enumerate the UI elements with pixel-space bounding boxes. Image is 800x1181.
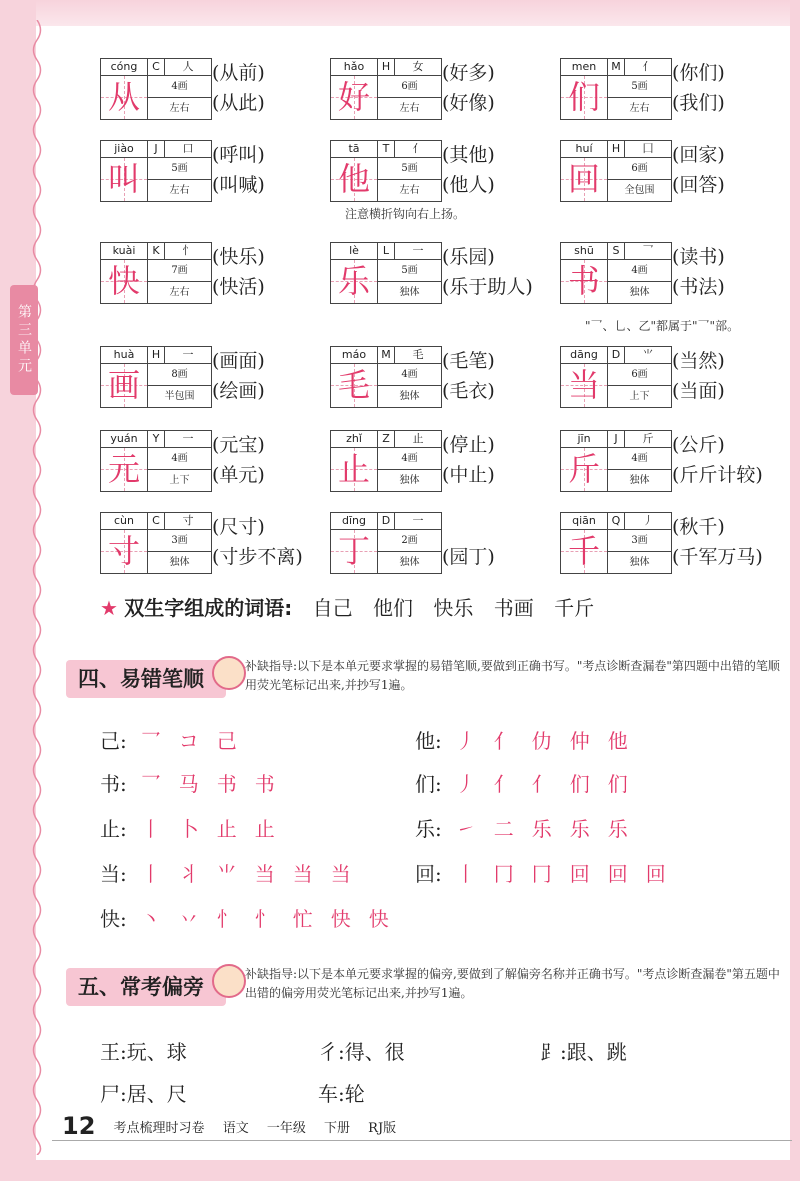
char-strokes: 5画 — [608, 76, 671, 98]
char-word: (叫喊) — [212, 174, 265, 196]
char-entry — [100, 512, 325, 592]
char-pinyin: kuài — [101, 243, 148, 260]
char-entry — [100, 430, 325, 510]
stroke-order-row — [415, 813, 646, 842]
summary-word: 他们 — [373, 596, 414, 620]
char-letter: S — [608, 243, 625, 260]
char-glyph: 们 — [561, 76, 608, 119]
char-word: (中止) — [442, 464, 495, 486]
char-word: (乐园) — [442, 246, 495, 268]
char-grid — [100, 512, 212, 574]
char-word: (乐于助人) — [442, 276, 533, 298]
char-word: (呼叫) — [212, 144, 265, 166]
section-5-hint: 补缺指导:以下是本单元要求掌握的偏旁,要做到了解偏旁名称并正确书写。"考点诊断查漏卷"第五题中出错的偏旁用荧光笔标记出来,并抄写1遍。 — [245, 967, 780, 1000]
char-word: (回答) — [672, 174, 725, 196]
char-word: (寸步不离) — [212, 546, 303, 568]
char-pinyin: jīn — [561, 431, 608, 448]
stroke-step: 乛 — [140, 729, 161, 753]
char-letter: M — [378, 347, 395, 364]
radical-item: 车:轮 — [318, 1082, 365, 1106]
char-letter: Z — [378, 431, 395, 448]
char-word: (秋千) — [672, 516, 725, 538]
student-avatar-icon — [212, 656, 246, 690]
char-strokes: 3画 — [608, 530, 671, 552]
char-strokes: 4画 — [148, 448, 211, 470]
char-grid — [100, 430, 212, 492]
char-strokes: 4画 — [608, 260, 671, 282]
char-entry — [330, 430, 555, 510]
stroke-step: 当 — [330, 862, 351, 886]
char-structure: 独体 — [399, 475, 420, 486]
char-entry — [560, 346, 785, 426]
stroke-step: 丬 — [178, 862, 199, 886]
char-entry — [100, 242, 325, 322]
char-strokes: 6画 — [378, 76, 441, 98]
summary-word: 书画 — [493, 596, 534, 620]
char-strokes: 4画 — [608, 448, 671, 470]
char-word: (当然) — [672, 350, 725, 372]
stroke-sequence — [141, 817, 293, 841]
char-letter: M — [608, 59, 625, 76]
char-glyph: 好 — [331, 76, 378, 119]
char-word: (回家) — [672, 144, 725, 166]
char-glyph: 寸 — [101, 530, 148, 573]
stroke-step: 书 — [216, 772, 237, 796]
char-word: (好多) — [442, 62, 495, 84]
radical-item: 彳:得、很 — [318, 1040, 405, 1064]
char-radical: 一 — [395, 513, 441, 530]
char-entry — [100, 346, 325, 426]
char-strokes: 6画 — [608, 158, 671, 180]
char-structure: 独体 — [169, 557, 190, 568]
char-structure: 独体 — [629, 287, 650, 298]
char-glyph: 当 — [561, 364, 608, 407]
char-letter: T — [378, 141, 395, 158]
char-pinyin: yuán — [101, 431, 148, 448]
char-grid — [560, 58, 672, 120]
stroke-order-row — [100, 858, 369, 887]
char-entry — [330, 512, 555, 592]
char-structure: 左右 — [399, 185, 420, 196]
stroke-order-row — [100, 903, 407, 932]
radical-item: 尸:居、尺 — [100, 1082, 187, 1106]
char-radical: 囗 — [625, 141, 671, 158]
char-strokes: 5画 — [378, 260, 441, 282]
stroke-step: 冂 — [493, 862, 514, 886]
char-grid — [330, 140, 442, 202]
book-title: 考点梳理时习卷 — [113, 1120, 205, 1136]
summary-label: 双生字组成的词语: — [124, 596, 293, 620]
char-grid — [330, 346, 442, 408]
char-radical: 亻 — [395, 141, 441, 158]
char-radical: 斤 — [625, 431, 671, 448]
char-word: (你们) — [672, 62, 725, 84]
char-glyph: 画 — [101, 364, 148, 407]
stroke-step: 忄 — [216, 907, 237, 931]
stroke-order-row — [415, 725, 646, 754]
char-word: (从此) — [212, 92, 265, 114]
stroke-step: 当 — [292, 862, 313, 886]
char-pinyin: lè — [331, 243, 378, 260]
stroke-step: 他 — [607, 729, 628, 753]
char-entry — [330, 58, 555, 138]
char-structure: 上下 — [169, 475, 190, 486]
char-letter: L — [378, 243, 395, 260]
char-entry — [330, 242, 555, 322]
stroke-step: ⺌ — [216, 862, 237, 886]
stroke-step: 卜 — [178, 817, 199, 841]
stroke-order-row — [100, 813, 293, 842]
char-word: (我们) — [672, 92, 725, 114]
stroke-step: 们 — [569, 772, 590, 796]
char-letter: H — [608, 141, 625, 158]
stroke-order-char: 他: — [415, 729, 442, 753]
char-entry — [560, 430, 785, 510]
char-word: (快活) — [212, 276, 265, 298]
char-entry — [560, 58, 785, 138]
stroke-step: 乛 — [140, 772, 161, 796]
stroke-step: 回 — [607, 862, 628, 886]
stroke-order-char: 止: — [100, 817, 127, 841]
char-letter: Q — [608, 513, 625, 530]
char-letter: K — [148, 243, 165, 260]
char-pinyin: zhǐ — [331, 431, 378, 448]
char-radical: 女 — [395, 59, 441, 76]
stroke-sequence — [141, 862, 369, 886]
char-strokes: 2画 — [378, 530, 441, 552]
unit-side-tab: 第三单元 — [10, 285, 38, 395]
char-structure: 左右 — [169, 103, 190, 114]
stroke-order-char: 乐: — [415, 817, 442, 841]
stroke-step: 亻 — [531, 772, 552, 796]
char-strokes: 5画 — [148, 158, 211, 180]
char-strokes: 4画 — [378, 364, 441, 386]
char-grid — [560, 346, 672, 408]
shu-radical-note: "乛、乚、乙"都属于"乛"部。 — [585, 319, 740, 333]
char-structure: 独体 — [399, 391, 420, 402]
page-frame-top — [0, 0, 800, 26]
char-radical: 一 — [165, 431, 211, 448]
char-letter: J — [608, 431, 625, 448]
section-5-title: 五、常考偏旁 — [66, 968, 226, 1006]
char-word: (好像) — [442, 92, 495, 114]
radical-item: ⻊:跟、跳 — [540, 1040, 627, 1064]
page-number: 12 — [62, 1112, 96, 1140]
char-letter: C — [148, 59, 165, 76]
char-structure: 独体 — [399, 287, 420, 298]
stroke-sequence — [141, 729, 255, 753]
char-word: (他人) — [442, 174, 495, 196]
stroke-step: 回 — [569, 862, 590, 886]
stroke-order-char: 们: — [415, 772, 442, 796]
subject: 语文 — [222, 1120, 249, 1136]
char-entry — [330, 346, 555, 426]
stroke-step: 丨 — [140, 862, 161, 886]
stroke-order-row — [100, 725, 255, 754]
stroke-step: 丷 — [178, 907, 199, 931]
char-word: (毛衣) — [442, 380, 495, 402]
stroke-step: 快 — [330, 907, 351, 931]
char-letter: D — [608, 347, 625, 364]
char-radical: 乛 — [625, 243, 671, 260]
char-glyph: 丁 — [331, 530, 378, 573]
stroke-order-char: 己: — [100, 729, 127, 753]
stroke-step: 乐 — [607, 817, 628, 841]
char-pinyin: huà — [101, 347, 148, 364]
wave-border-icon — [30, 20, 44, 1155]
footer-divider — [52, 1140, 792, 1141]
char-pinyin: dīng — [331, 513, 378, 530]
stroke-sequence — [456, 772, 646, 796]
char-strokes: 4画 — [378, 448, 441, 470]
stroke-order-char: 当: — [100, 862, 127, 886]
char-glyph: 毛 — [331, 364, 378, 407]
char-glyph: 快 — [101, 260, 148, 303]
stroke-step: 亻 — [493, 729, 514, 753]
stroke-step: 当 — [254, 862, 275, 886]
char-letter: H — [378, 59, 395, 76]
stroke-step: 丨 — [140, 817, 161, 841]
char-word: (斤斤计较) — [672, 464, 763, 486]
char-word: (当面) — [672, 380, 725, 402]
stroke-step: 丶 — [140, 907, 161, 931]
char-radical: 丿 — [625, 513, 671, 530]
char-strokes: 7画 — [148, 260, 211, 282]
char-strokes: 8画 — [148, 364, 211, 386]
ta-stroke-note: 注意横折钩向右上扬。 — [345, 207, 466, 221]
char-word: (停止) — [442, 434, 495, 456]
summary-word: 自己 — [312, 596, 353, 620]
char-structure: 独体 — [629, 475, 650, 486]
char-glyph: 叫 — [101, 158, 148, 201]
char-word: (公斤) — [672, 434, 725, 456]
page-frame-right — [790, 0, 800, 1181]
char-grid — [560, 140, 672, 202]
char-grid — [330, 242, 442, 304]
stroke-order-row — [415, 768, 646, 797]
char-glyph: 回 — [561, 158, 608, 201]
stroke-step: 乐 — [569, 817, 590, 841]
char-grid — [100, 58, 212, 120]
stroke-step: 丿 — [455, 772, 476, 796]
char-word: (绘画) — [212, 380, 265, 402]
char-word: (快乐) — [212, 246, 265, 268]
char-letter: C — [148, 513, 165, 530]
page-footer — [62, 1112, 410, 1140]
char-pinyin: máo — [331, 347, 378, 364]
char-entry — [560, 242, 785, 322]
char-entry — [560, 512, 785, 592]
char-strokes: 4画 — [148, 76, 211, 98]
stroke-step: ㇀ — [455, 817, 476, 841]
stroke-step: 丿 — [455, 729, 476, 753]
char-pinyin: huí — [561, 141, 608, 158]
char-letter: H — [148, 347, 165, 364]
stroke-order-char: 书: — [100, 772, 127, 796]
stroke-step: 书 — [254, 772, 275, 796]
stroke-step: コ — [178, 729, 199, 753]
stroke-step: 们 — [607, 772, 628, 796]
char-glyph: 元 — [101, 448, 148, 491]
stroke-step: 冂 — [531, 862, 552, 886]
radical-item: 王:玩、球 — [100, 1040, 187, 1064]
char-glyph: 千 — [561, 530, 608, 573]
char-entry — [560, 140, 785, 220]
char-pinyin: cóng — [101, 59, 148, 76]
char-pinyin: qiān — [561, 513, 608, 530]
char-grid — [330, 58, 442, 120]
char-radical: 寸 — [165, 513, 211, 530]
char-grid — [100, 242, 212, 304]
char-radical: ⺌ — [625, 347, 671, 364]
char-pinyin: jiào — [101, 141, 148, 158]
char-word: (园丁) — [442, 546, 495, 568]
section-4-title: 四、易错笔顺 — [66, 660, 226, 698]
char-radical: 口 — [165, 141, 211, 158]
stroke-order-row — [100, 768, 293, 797]
char-pinyin: shū — [561, 243, 608, 260]
char-glyph: 乐 — [331, 260, 378, 303]
edition: RJ版 — [368, 1120, 397, 1136]
stroke-sequence — [141, 907, 407, 931]
char-strokes: 5画 — [378, 158, 441, 180]
char-glyph: 止 — [331, 448, 378, 491]
char-grid — [100, 346, 212, 408]
char-word: (其他) — [442, 144, 495, 166]
stroke-sequence — [456, 862, 684, 886]
stroke-step: 回 — [645, 862, 666, 886]
char-word: (千军万马) — [672, 546, 763, 568]
char-pinyin: men — [561, 59, 608, 76]
summary-word: 快乐 — [433, 596, 474, 620]
char-word: (尺寸) — [212, 516, 265, 538]
char-structure: 左右 — [399, 103, 420, 114]
char-radical: 人 — [165, 59, 211, 76]
stroke-step: 快 — [368, 907, 389, 931]
stroke-order-char: 回: — [415, 862, 442, 886]
char-structure: 左右 — [169, 185, 190, 196]
char-pinyin: hǎo — [331, 59, 378, 76]
stroke-step: 亻 — [493, 772, 514, 796]
stroke-sequence — [456, 729, 646, 753]
stroke-order-char: 快: — [100, 907, 127, 931]
char-glyph: 斤 — [561, 448, 608, 491]
stroke-step: 止 — [254, 817, 275, 841]
char-glyph: 从 — [101, 76, 148, 119]
stroke-step: 仲 — [569, 729, 590, 753]
char-grid — [560, 512, 672, 574]
char-grid — [560, 242, 672, 304]
char-pinyin: cùn — [101, 513, 148, 530]
char-structure: 独体 — [629, 557, 650, 568]
stroke-sequence — [456, 817, 646, 841]
char-word: (毛笔) — [442, 350, 495, 372]
char-structure: 上下 — [629, 391, 650, 402]
page-frame-bottom — [0, 1160, 800, 1181]
char-radical: 一 — [395, 243, 441, 260]
char-letter: Y — [148, 431, 165, 448]
stroke-step: 仂 — [531, 729, 552, 753]
char-structure: 左右 — [169, 287, 190, 298]
char-word: (元宝) — [212, 434, 265, 456]
stroke-step: 二 — [493, 817, 514, 841]
char-structure: 独体 — [399, 557, 420, 568]
stroke-step: 己 — [216, 729, 237, 753]
char-entry — [100, 140, 325, 220]
stroke-step: 忙 — [292, 907, 313, 931]
stroke-step: 马 — [178, 772, 199, 796]
stroke-sequence — [141, 772, 293, 796]
stroke-step: 止 — [216, 817, 237, 841]
char-strokes: 6画 — [608, 364, 671, 386]
char-structure: 左右 — [629, 103, 650, 114]
char-radical: 毛 — [395, 347, 441, 364]
term: 下册 — [324, 1120, 351, 1136]
char-radical: 止 — [395, 431, 441, 448]
char-grid — [100, 140, 212, 202]
char-radical: 一 — [165, 347, 211, 364]
star-icon: ★ — [100, 596, 118, 620]
char-word: (画面) — [212, 350, 265, 372]
summary-word: 千斤 — [554, 596, 595, 620]
char-pinyin: tā — [331, 141, 378, 158]
char-word: (书法) — [672, 276, 725, 298]
student-avatar-icon — [212, 964, 246, 998]
char-word: (从前) — [212, 62, 265, 84]
char-word: (单元) — [212, 464, 265, 486]
char-grid — [560, 430, 672, 492]
char-letter: D — [378, 513, 395, 530]
char-grid — [330, 512, 442, 574]
stroke-step: 忄 — [254, 907, 275, 931]
stroke-step: 乐 — [531, 817, 552, 841]
section-4-hint: 补缺指导:以下是本单元要求掌握的易错笔顺,要做到正确书写。"考点诊断查漏卷"第四题中出错的笔顺用荧光笔标记出来,并抄写1遍。 — [245, 659, 780, 692]
char-grid — [330, 430, 442, 492]
char-radical: 亻 — [625, 59, 671, 76]
stroke-order-row — [415, 858, 684, 887]
char-glyph: 书 — [561, 260, 608, 303]
summary-line — [100, 592, 594, 621]
char-word: (读书) — [672, 246, 725, 268]
char-strokes: 3画 — [148, 530, 211, 552]
char-radical: 忄 — [165, 243, 211, 260]
char-pinyin: dāng — [561, 347, 608, 364]
char-glyph: 他 — [331, 158, 378, 201]
stroke-step: 丨 — [455, 862, 476, 886]
char-letter: J — [148, 141, 165, 158]
char-structure: 半包围 — [164, 391, 195, 402]
grade: 一年级 — [266, 1120, 306, 1136]
char-entry — [100, 58, 325, 138]
char-structure: 全包围 — [624, 185, 655, 196]
